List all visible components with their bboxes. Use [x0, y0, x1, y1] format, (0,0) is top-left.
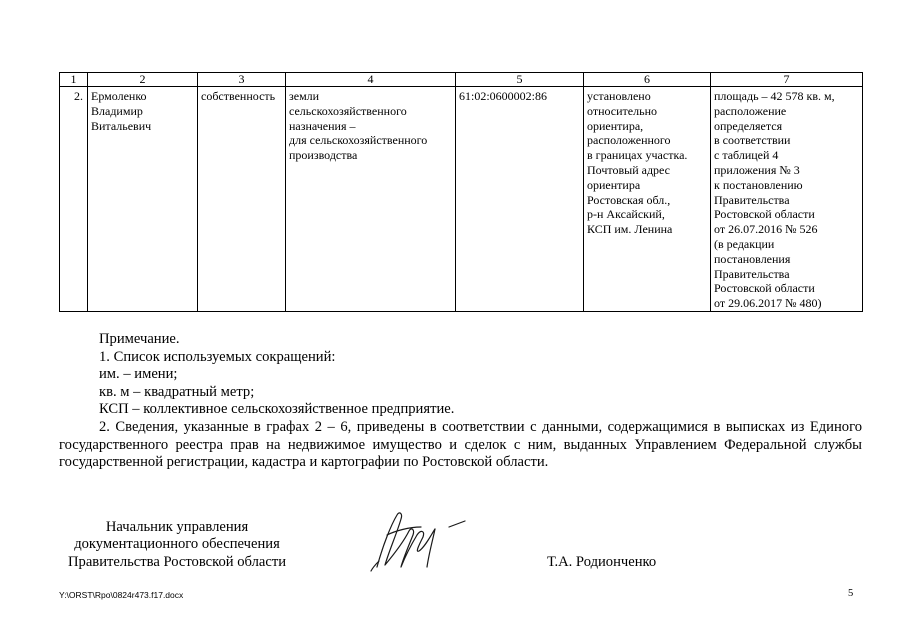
- column-header: 6: [584, 73, 711, 87]
- signatory-name: Т.А. Родионченко: [547, 554, 657, 570]
- land-category-cell: земли сельскохозяйственного назначения – для сельскохозяйственного производства: [286, 87, 456, 312]
- column-header: 5: [456, 73, 584, 87]
- table-header-row: [60, 73, 863, 87]
- row-number-cell: 2.: [60, 87, 88, 312]
- column-header: 4: [286, 73, 456, 87]
- right-type-cell: собственность: [198, 87, 286, 312]
- position-line: документационного обеспечения: [74, 536, 280, 553]
- cadastral-number-cell: 61:02:0600002:86: [456, 87, 584, 312]
- column-header: 7: [711, 73, 863, 87]
- signatory-position: [52, 519, 302, 571]
- abbreviation-2: кв. м – квадратный метр;: [99, 383, 255, 400]
- abbreviation-1: им. – имени;: [99, 366, 178, 383]
- abbreviation-3: КСП – коллективное сельскохозяйственное предприятие.: [99, 401, 455, 418]
- handwritten-signature: [365, 505, 475, 585]
- column-header: 2: [88, 73, 198, 87]
- notes-item-2: 2. Сведения, указанные в графах 2 – 6, приведены в соответствии с данными, содержащимися в выписках из Единого государственного реестра прав на недвижимое имущество и сделок с ним, выданных Управлением Федеральной службы государственной регистрации, кадастра и картографии по Ростовской области.: [59, 418, 862, 471]
- column-header: 1: [60, 73, 88, 87]
- location-cell: установлено относительно ориентира, расположенного в границах участка. Почтовый адрес ориентира Ростовская обл., р-н Аксайский, КСП им. Ленина: [584, 87, 711, 312]
- notes-item-1: 1. Список используемых сокращений:: [99, 348, 336, 365]
- table-row: [60, 87, 863, 312]
- land-registry-table: [59, 72, 863, 312]
- position-line: Начальник управления: [105, 519, 249, 535]
- page-number: 5: [848, 588, 854, 599]
- owner-name-cell: Ермоленко Владимир Витальевич: [88, 87, 198, 312]
- position-line: Правительства Ростовской области: [67, 553, 287, 570]
- document-file-path: Y:\ORST\Rpo\0824r473.f17.docx: [59, 590, 184, 600]
- column-header: 3: [198, 73, 286, 87]
- notes-heading: Примечание.: [99, 331, 180, 347]
- notes-section: [59, 331, 862, 472]
- area-cell: площадь – 42 578 кв. м, расположение определяется в соответствии с таблицей 4 приложения № 3 к постановлению Правительства Ростовской области от 26.07.2016 № 526 (в редакции постановления Правительства Ростовской области от 29.06.2017 № 480): [711, 87, 863, 312]
